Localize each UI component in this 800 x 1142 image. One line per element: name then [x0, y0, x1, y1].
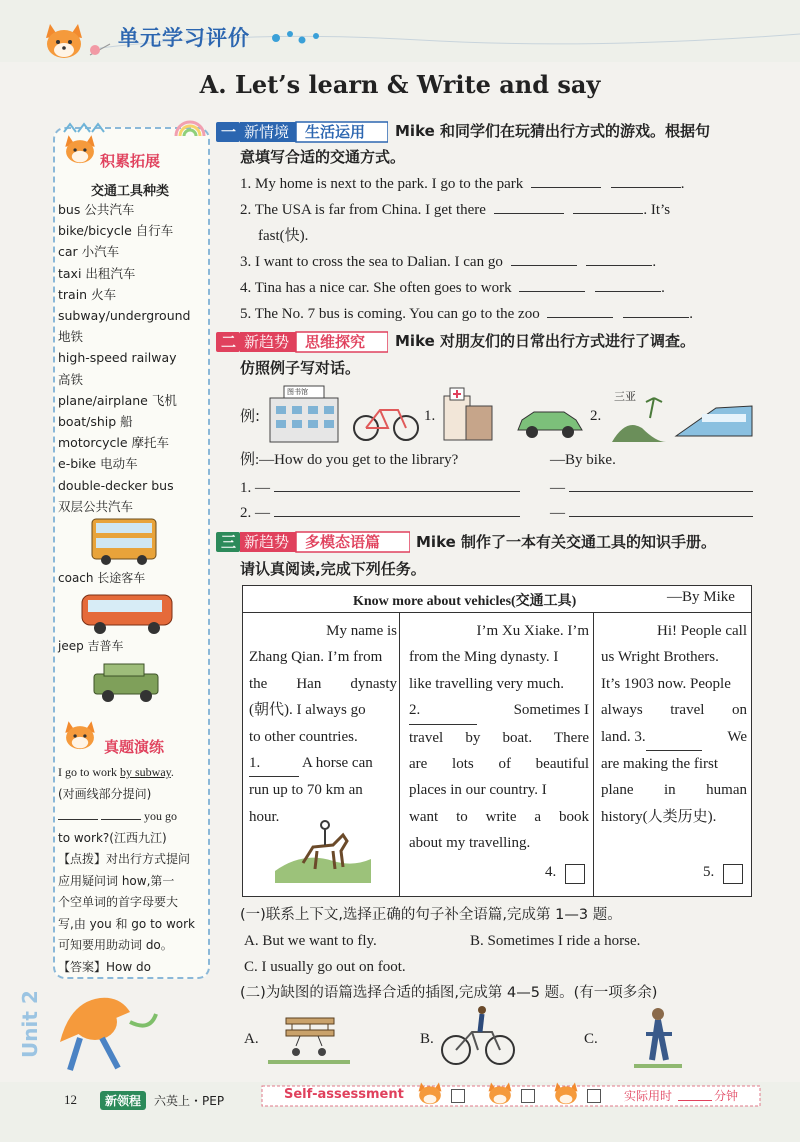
- dialog-1-question-blank[interactable]: [274, 477, 520, 492]
- q4-row: [240, 275, 665, 301]
- col1-line: My name is: [326, 623, 397, 639]
- exam-blank-tail: you go: [144, 809, 177, 823]
- coach-label: coach 长途客车: [58, 571, 146, 585]
- option-b: B. Sometimes I ride a horse.: [470, 933, 641, 949]
- q2-text: 2. The USA is far from China. I get there: [240, 202, 486, 218]
- q2-row: [240, 197, 670, 223]
- section1-number: 一: [221, 123, 237, 141]
- blank-1-number: 1.: [249, 755, 261, 772]
- exam-line2: to work?(江西九江): [58, 830, 167, 845]
- vocab-item: plane/airplane 飞机: [58, 392, 177, 408]
- airplane-picture-a[interactable]: [266, 1006, 352, 1064]
- fox-mascot-icon: [62, 716, 98, 756]
- exam-blank-1[interactable]: [58, 805, 98, 820]
- q4-text: 4. Tina has a nice car. She often goes to work: [240, 280, 512, 296]
- time-blank[interactable]: [678, 1100, 712, 1101]
- library-sign: 图书馆: [287, 388, 308, 396]
- table-col-1: [249, 618, 397, 830]
- exam-tip-line: 可知要用助动词 do。: [58, 938, 173, 952]
- q3-period: .: [652, 254, 657, 270]
- col1-line: (朝代). I always go: [249, 702, 366, 719]
- section3-intro-a: Mike 制作了一本有关交通工具的知识手册。: [416, 533, 717, 551]
- col1-line: hour.: [249, 808, 280, 825]
- dialog-line-2-label: 2. —: [240, 505, 270, 521]
- exam-tip-line: 【点拨】对出行方式提问: [58, 852, 191, 866]
- sidebar-title: 积累拓展: [100, 152, 161, 170]
- q2-text-b: . It’s: [643, 202, 671, 218]
- col1-line: Zhang Qian. I’m from: [249, 649, 383, 666]
- dash: —: [550, 505, 565, 521]
- fox-face-icon: [484, 1080, 516, 1108]
- col2-line: are lots of beautiful: [409, 756, 589, 773]
- q1-blank-1[interactable]: [531, 173, 601, 188]
- section2-tag1: 新趋势: [244, 333, 290, 351]
- sanya-label: 三亚: [614, 390, 636, 403]
- time-unit: 分钟: [714, 1089, 739, 1103]
- blank-3[interactable]: [646, 724, 702, 751]
- q3-row: [240, 249, 656, 275]
- q1-row: [240, 171, 685, 197]
- task-1: (一)联系上下文,选择正确的句子补全语篇,完成第 1—3 题。: [240, 907, 622, 923]
- col3-blank-prefix: land. 3.: [601, 728, 646, 745]
- picture-b-label: B.: [420, 1031, 434, 1047]
- col2-line: want to write a book: [409, 808, 589, 825]
- q5-blank-1[interactable]: [547, 303, 613, 318]
- col3-line: Hi! People call: [657, 623, 747, 639]
- dialog-line-1-answer: [550, 475, 753, 501]
- col1-line: the Han dynasty: [249, 675, 397, 692]
- exam-tip-line: 应用疑问词 how,第一: [58, 873, 175, 888]
- horse-rider-picture: [273, 811, 373, 883]
- exam-question-underline: by subway: [120, 765, 171, 779]
- dialog-line-2-answer: [550, 500, 753, 526]
- fox-face-icon: [550, 1080, 582, 1108]
- col2-line: travel by boat. There: [409, 729, 589, 746]
- high-speed-train-icon: [606, 388, 756, 444]
- self-assessment-box-3[interactable]: [587, 1089, 601, 1103]
- col2-line: about my travelling.: [409, 835, 531, 852]
- self-assessment-box-1[interactable]: [451, 1089, 465, 1103]
- q4-blank-1[interactable]: [519, 277, 585, 292]
- exam-title: 真题演练: [104, 738, 165, 756]
- section1-tag2: 生活运用: [305, 123, 366, 141]
- double-decker-bus-icon: [90, 516, 160, 566]
- q4-period: .: [661, 280, 665, 296]
- q1-period: .: [680, 176, 685, 192]
- section2-number: 二: [221, 333, 237, 351]
- section2-intro-b: 仿照例子写对话。: [240, 359, 361, 377]
- dash: —: [550, 480, 565, 496]
- option-a: A. But we want to fly.: [244, 933, 377, 949]
- vocab-item: 地铁: [58, 329, 84, 345]
- section1-tag1: 新情境: [244, 123, 290, 141]
- col2-line: like travelling very much.: [409, 675, 564, 692]
- q5-text: 5. The No. 7 bus is coming. You can go to the zoo: [240, 306, 540, 322]
- q5-row: [240, 301, 693, 327]
- taxi-car-icon: [514, 402, 586, 442]
- running-fox-icon: [40, 982, 160, 1078]
- box-4-number: 4.: [545, 864, 557, 880]
- q2-continued: fast(快).: [258, 228, 309, 244]
- coach-icon: [80, 590, 176, 636]
- q5-blank-2[interactable]: [623, 303, 689, 318]
- q2-blank-2[interactable]: [573, 199, 643, 214]
- vocab-item: bike/bicycle 自行车: [58, 223, 174, 239]
- section3-intro-b: 请认真阅读,完成下列任务。: [240, 560, 426, 578]
- section3-tag1: 新趋势: [244, 533, 290, 551]
- exam-question-a: I go to work: [58, 765, 120, 779]
- col3-line: It’s 1903 now. People: [601, 675, 731, 692]
- vocab-item: car 小汽车: [58, 244, 120, 260]
- vocab-item: subway/underground: [58, 308, 191, 324]
- col1-line: run up to 70 km an: [249, 782, 363, 799]
- q4-blank-2[interactable]: [595, 277, 661, 292]
- col3-line: us Wright Brothers.: [601, 649, 719, 666]
- bicycle-icon: [352, 400, 420, 444]
- answer-box-5[interactable]: [723, 864, 743, 884]
- table-title: Know more about vehicles(交通工具): [353, 594, 577, 609]
- section2-intro-a: Mike 对朋友们的日常出行方式进行了调查。: [395, 332, 696, 350]
- col1-after: A horse can: [301, 755, 373, 772]
- paw-prints-icon: [268, 28, 328, 48]
- col3-line: are making the first: [601, 756, 719, 773]
- time-label: 实际用时: [624, 1089, 673, 1103]
- vocab-item: bus 公共汽车: [58, 202, 135, 217]
- jeep-icon: [90, 660, 164, 704]
- example-answer: —By bike.: [550, 452, 616, 468]
- vocab-list: [58, 199, 206, 517]
- picture-c-label: C.: [584, 1031, 598, 1047]
- table-author: —By Mike: [667, 589, 735, 605]
- q1-text: 1. My home is next to the park. I go to the park: [240, 176, 524, 192]
- col3-line: plane in human: [601, 782, 747, 799]
- table-col-2: [409, 618, 589, 857]
- jeep-label: jeep 吉普车: [58, 639, 124, 653]
- item-1-number: 1.: [424, 408, 436, 424]
- hospital-building-icon: [438, 386, 496, 442]
- brand-badge: 新领程: [100, 1091, 146, 1110]
- section2-tag2: 思维探究: [305, 333, 366, 351]
- section1-intro-b: 意填写合适的交通方式。: [240, 148, 406, 166]
- exam-answer: 【答案】How do: [58, 959, 151, 974]
- col3-line: always travel on: [601, 702, 747, 719]
- vocab-item: e-bike 电动车: [58, 456, 138, 472]
- q5-period: .: [689, 306, 693, 322]
- page-number: 12: [64, 1092, 77, 1107]
- section3-tag2: 多模态语篇: [305, 533, 381, 551]
- task-2: (二)为缺图的语篇选择合适的插图,完成第 4—5 题。(有一项多余): [240, 985, 658, 1001]
- vocab-item: motorcycle 摩托车: [58, 435, 170, 451]
- col2-line: I’m Xu Xiake. I’m: [476, 623, 589, 639]
- vocab-item: taxi 出租汽车: [58, 265, 136, 281]
- table-col-3: [601, 618, 747, 830]
- exam-block: [58, 762, 204, 978]
- self-assessment-label: Self-assessment: [284, 1087, 404, 1102]
- exam-tip: [58, 849, 204, 957]
- section3-number: 三: [221, 533, 237, 551]
- col2-after: Sometimes I: [513, 702, 589, 719]
- box-5-number: 5.: [703, 864, 715, 880]
- blank-2-number: 2.: [409, 702, 421, 719]
- col3-line: history(人类历史).: [601, 808, 717, 825]
- q1-blank-2[interactable]: [611, 173, 681, 188]
- item-2-number: 2.: [590, 408, 602, 424]
- table-header: [243, 586, 751, 613]
- page-title: A. Let’s learn & Write and say: [199, 70, 601, 99]
- bicycle-rider-picture-b[interactable]: [440, 1004, 516, 1068]
- q3-blank-1[interactable]: [511, 251, 577, 266]
- answer-box-4[interactable]: [565, 864, 585, 884]
- dialog-line-1-label: 1. —: [240, 480, 270, 496]
- self-assessment-box-2[interactable]: [521, 1089, 535, 1103]
- fox-mascot-icon: [42, 20, 86, 64]
- book-label: 六英上・PEP: [154, 1094, 225, 1108]
- exam-blank-2[interactable]: [101, 805, 141, 820]
- dialog-1-answer-blank[interactable]: [569, 477, 753, 492]
- vocab-item: 双层公共汽车: [58, 498, 134, 514]
- unit-side-label: Unit 2: [18, 990, 42, 1058]
- exam-tip-line: 写,由 you 和 go to work: [58, 916, 195, 931]
- blank-2[interactable]: [409, 697, 477, 724]
- dialog-2-answer-blank[interactable]: [569, 502, 753, 517]
- option-c: C. I usually go out on foot.: [244, 959, 406, 975]
- vocab-item: double-decker bus: [58, 477, 174, 493]
- vocab-item: 高铁: [58, 371, 84, 387]
- col2-line: places in our country. I: [409, 782, 547, 799]
- walking-traveler-picture-c[interactable]: [632, 1004, 684, 1068]
- q2-blank-1[interactable]: [494, 199, 564, 214]
- col1-line: to other countries.: [249, 728, 358, 745]
- dialog-line-1: [240, 475, 520, 501]
- dialog-line-2: [240, 500, 520, 526]
- unit-title: 单元学习评价: [118, 26, 250, 50]
- sidebar-subtitle: 交通工具种类: [90, 184, 169, 199]
- exam-question-b: .: [170, 765, 174, 779]
- fox-face-icon: [414, 1080, 446, 1108]
- exam-tip-line: 个空单词的首字母要大: [58, 895, 179, 909]
- col2-line: from the Ming dynasty. I: [409, 649, 559, 666]
- picture-a-label: A.: [244, 1031, 259, 1047]
- col3-after: We: [727, 728, 747, 745]
- example-label: 例:: [240, 407, 261, 425]
- fox-mascot-icon: [62, 132, 98, 168]
- dialog-2-question-blank[interactable]: [274, 502, 520, 517]
- vocab-item: train 火车: [58, 286, 117, 302]
- vehicles-table: [242, 585, 752, 897]
- exam-instruction: (对画线部分提问): [58, 786, 152, 801]
- section1-intro-a: Mike 和同学们在玩猜出行方式的游戏。根据句: [395, 122, 711, 140]
- vocab-item: boat/ship 船: [58, 414, 133, 430]
- q3-text: 3. I want to cross the sea to Dalian. I can go: [240, 254, 503, 270]
- example-dialog: 例:—How do you get to the library?: [240, 452, 459, 468]
- blank-1[interactable]: [249, 750, 299, 777]
- q3-blank-2[interactable]: [586, 251, 652, 266]
- vocab-item: high-speed railway: [58, 350, 177, 366]
